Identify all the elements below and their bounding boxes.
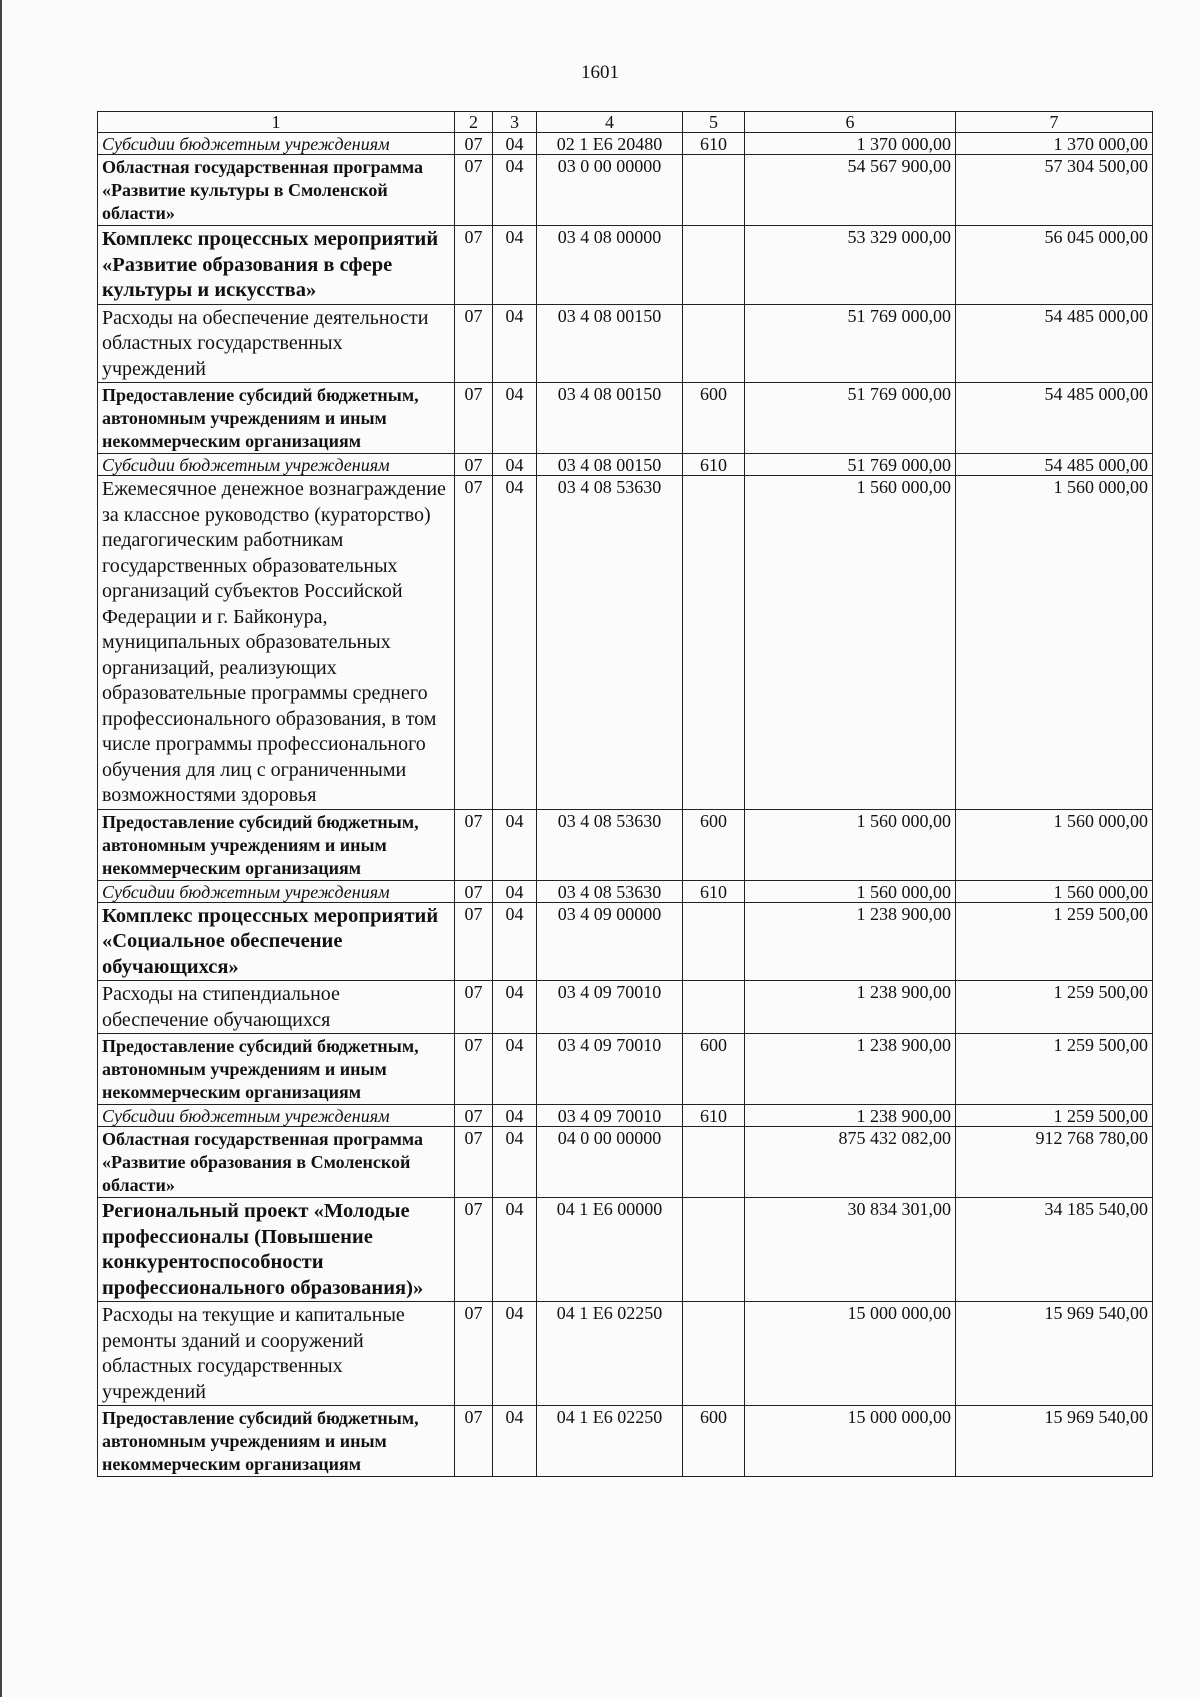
row-description: Предоставление субсидий бюджетным, автономным учреждениям и иным некоммерческим организациям xyxy=(98,1406,455,1477)
row-target-article: 03 4 08 53630 xyxy=(537,880,683,902)
row-description: Субсидии бюджетным учреждениям xyxy=(98,1105,455,1127)
row-amount-year-2: 1 259 500,00 xyxy=(956,981,1153,1034)
row-target-article: 04 1 Е6 02250 xyxy=(537,1406,683,1477)
row-subsection: 04 xyxy=(493,880,537,902)
row-subsection: 04 xyxy=(493,902,537,981)
row-description: Субсидии бюджетным учреждениям xyxy=(98,880,455,902)
row-section: 07 xyxy=(455,880,493,902)
row-target-article: 03 4 08 00150 xyxy=(537,454,683,476)
row-amount-year-1: 1 238 900,00 xyxy=(745,1034,956,1105)
row-target-article: 04 1 Е6 00000 xyxy=(537,1198,683,1302)
row-expense-type: 600 xyxy=(683,1034,745,1105)
row-subsection: 04 xyxy=(493,454,537,476)
row-target-article: 03 4 08 00150 xyxy=(537,383,683,454)
table-row xyxy=(98,880,1153,902)
header-cell: 5 xyxy=(683,112,745,133)
table-row xyxy=(98,155,1153,226)
row-section: 07 xyxy=(455,809,493,880)
row-subsection: 04 xyxy=(493,155,537,226)
row-amount-year-2: 1 560 000,00 xyxy=(956,880,1153,902)
row-section: 07 xyxy=(455,1406,493,1477)
row-target-article: 02 1 Е6 20480 xyxy=(537,133,683,155)
row-amount-year-2: 57 304 500,00 xyxy=(956,155,1153,226)
row-description: Комплекс процессных мероприятий «Социальное обеспечение обучающихся» xyxy=(98,902,455,981)
row-amount-year-2: 1 259 500,00 xyxy=(956,1034,1153,1105)
header-cell: 7 xyxy=(956,112,1153,133)
row-amount-year-2: 15 969 540,00 xyxy=(956,1302,1153,1406)
table-row xyxy=(98,383,1153,454)
row-target-article: 03 4 09 70010 xyxy=(537,1034,683,1105)
row-target-article: 03 4 09 70010 xyxy=(537,1105,683,1127)
header-cell: 4 xyxy=(537,112,683,133)
row-expense-type xyxy=(683,476,745,810)
table-row xyxy=(98,226,1153,305)
row-subsection: 04 xyxy=(493,133,537,155)
row-subsection: 04 xyxy=(493,981,537,1034)
row-amount-year-1: 53 329 000,00 xyxy=(745,226,956,305)
row-section: 07 xyxy=(455,1105,493,1127)
row-description: Региональный проект «Молодые профессионалы (Повышение конкурентоспособности профессионального образования)» xyxy=(98,1198,455,1302)
table-row xyxy=(98,454,1153,476)
row-amount-year-2: 912 768 780,00 xyxy=(956,1127,1153,1198)
header-cell: 1 xyxy=(98,112,455,133)
table-row xyxy=(98,1105,1153,1127)
row-expense-type xyxy=(683,1127,745,1198)
row-subsection: 04 xyxy=(493,1034,537,1105)
row-description: Расходы на обеспечение деятельности областных государственных учреждений xyxy=(98,304,455,383)
row-target-article: 03 4 09 70010 xyxy=(537,981,683,1034)
row-section: 07 xyxy=(455,304,493,383)
row-section: 07 xyxy=(455,1302,493,1406)
scan-edge xyxy=(0,0,2,1697)
row-expense-type: 600 xyxy=(683,383,745,454)
row-subsection: 04 xyxy=(493,383,537,454)
table-row xyxy=(98,304,1153,383)
row-expense-type: 610 xyxy=(683,1105,745,1127)
row-description: Областная государственная программа «Развитие культуры в Смоленской области» xyxy=(98,155,455,226)
table-row xyxy=(98,1198,1153,1302)
row-subsection: 04 xyxy=(493,1302,537,1406)
row-amount-year-1: 30 834 301,00 xyxy=(745,1198,956,1302)
header-cell: 6 xyxy=(745,112,956,133)
row-expense-type xyxy=(683,981,745,1034)
row-section: 07 xyxy=(455,454,493,476)
row-section: 07 xyxy=(455,1198,493,1302)
row-amount-year-2: 15 969 540,00 xyxy=(956,1406,1153,1477)
row-amount-year-1: 1 238 900,00 xyxy=(745,981,956,1034)
header-cell: 2 xyxy=(455,112,493,133)
row-section: 07 xyxy=(455,383,493,454)
row-amount-year-1: 51 769 000,00 xyxy=(745,383,956,454)
row-description: Предоставление субсидий бюджетным, автономным учреждениям и иным некоммерческим организациям xyxy=(98,383,455,454)
table-row xyxy=(98,1127,1153,1198)
row-amount-year-1: 54 567 900,00 xyxy=(745,155,956,226)
row-amount-year-2: 54 485 000,00 xyxy=(956,454,1153,476)
row-description: Расходы на текущие и капитальные ремонты зданий и сооружений областных государственных учреждений xyxy=(98,1302,455,1406)
table-row xyxy=(98,1034,1153,1105)
row-expense-type xyxy=(683,1302,745,1406)
row-description: Ежемесячное денежное вознаграждение за классное руководство (кураторство) педагогическим работникам государственных образовательных организаций субъектов Российской Федерации и г. Байконура, муниципальных образовательных организаций, реализующих образовательные программы среднего профессионального образования, в том числе программы профессионального обучения для лиц с ограниченными возможностями здоровья xyxy=(98,476,455,810)
budget-table xyxy=(97,111,1153,1477)
row-expense-type: 610 xyxy=(683,133,745,155)
row-subsection: 04 xyxy=(493,1105,537,1127)
row-section: 07 xyxy=(455,133,493,155)
row-amount-year-1: 1 238 900,00 xyxy=(745,1105,956,1127)
row-target-article: 04 1 Е6 02250 xyxy=(537,1302,683,1406)
row-target-article: 03 4 08 53630 xyxy=(537,476,683,810)
row-amount-year-1: 1 560 000,00 xyxy=(745,809,956,880)
row-expense-type xyxy=(683,226,745,305)
row-amount-year-2: 1 370 000,00 xyxy=(956,133,1153,155)
row-section: 07 xyxy=(455,155,493,226)
row-description: Предоставление субсидий бюджетным, автономным учреждениям и иным некоммерческим организациям xyxy=(98,809,455,880)
row-expense-type: 600 xyxy=(683,809,745,880)
header-row xyxy=(98,112,1153,133)
row-section: 07 xyxy=(455,226,493,305)
row-amount-year-1: 1 238 900,00 xyxy=(745,902,956,981)
row-expense-type xyxy=(683,155,745,226)
row-description: Областная государственная программа «Развитие образования в Смоленской области» xyxy=(98,1127,455,1198)
row-section: 07 xyxy=(455,981,493,1034)
page-number: 1601 xyxy=(581,62,619,83)
row-amount-year-2: 1 560 000,00 xyxy=(956,809,1153,880)
row-description: Субсидии бюджетным учреждениям xyxy=(98,133,455,155)
row-amount-year-1: 15 000 000,00 xyxy=(745,1302,956,1406)
row-expense-type: 610 xyxy=(683,880,745,902)
row-section: 07 xyxy=(455,1127,493,1198)
row-subsection: 04 xyxy=(493,1127,537,1198)
table-row xyxy=(98,133,1153,155)
row-amount-year-1: 1 560 000,00 xyxy=(745,476,956,810)
row-expense-type xyxy=(683,1198,745,1302)
row-subsection: 04 xyxy=(493,1406,537,1477)
row-description: Субсидии бюджетным учреждениям xyxy=(98,454,455,476)
row-section: 07 xyxy=(455,476,493,810)
row-target-article: 03 4 08 53630 xyxy=(537,809,683,880)
row-expense-type xyxy=(683,902,745,981)
row-amount-year-2: 34 185 540,00 xyxy=(956,1198,1153,1302)
row-description: Комплекс процессных мероприятий «Развитие образования в сфере культуры и искусства» xyxy=(98,226,455,305)
row-amount-year-1: 51 769 000,00 xyxy=(745,454,956,476)
row-expense-type: 600 xyxy=(683,1406,745,1477)
row-subsection: 04 xyxy=(493,1198,537,1302)
row-amount-year-1: 1 370 000,00 xyxy=(745,133,956,155)
row-description: Расходы на стипендиальное обеспечение обучающихся xyxy=(98,981,455,1034)
row-target-article: 03 4 08 00150 xyxy=(537,304,683,383)
row-amount-year-2: 56 045 000,00 xyxy=(956,226,1153,305)
row-target-article: 04 0 00 00000 xyxy=(537,1127,683,1198)
row-amount-year-1: 1 560 000,00 xyxy=(745,880,956,902)
header-cell: 3 xyxy=(493,112,537,133)
table-row xyxy=(98,476,1153,810)
row-amount-year-2: 1 560 000,00 xyxy=(956,476,1153,810)
row-target-article: 03 4 09 00000 xyxy=(537,902,683,981)
row-amount-year-2: 1 259 500,00 xyxy=(956,1105,1153,1127)
row-expense-type xyxy=(683,304,745,383)
row-description: Предоставление субсидий бюджетным, автономным учреждениям и иным некоммерческим организациям xyxy=(98,1034,455,1105)
row-amount-year-1: 15 000 000,00 xyxy=(745,1406,956,1477)
table-row xyxy=(98,1406,1153,1477)
row-amount-year-1: 875 432 082,00 xyxy=(745,1127,956,1198)
table-row xyxy=(98,1302,1153,1406)
row-expense-type: 610 xyxy=(683,454,745,476)
row-subsection: 04 xyxy=(493,476,537,810)
row-section: 07 xyxy=(455,902,493,981)
row-subsection: 04 xyxy=(493,304,537,383)
row-target-article: 03 4 08 00000 xyxy=(537,226,683,305)
table-row xyxy=(98,902,1153,981)
row-section: 07 xyxy=(455,1034,493,1105)
row-subsection: 04 xyxy=(493,226,537,305)
row-amount-year-1: 51 769 000,00 xyxy=(745,304,956,383)
row-amount-year-2: 1 259 500,00 xyxy=(956,902,1153,981)
table-row xyxy=(98,809,1153,880)
row-amount-year-2: 54 485 000,00 xyxy=(956,304,1153,383)
row-target-article: 03 0 00 00000 xyxy=(537,155,683,226)
row-amount-year-2: 54 485 000,00 xyxy=(956,383,1153,454)
table-row xyxy=(98,981,1153,1034)
row-subsection: 04 xyxy=(493,809,537,880)
